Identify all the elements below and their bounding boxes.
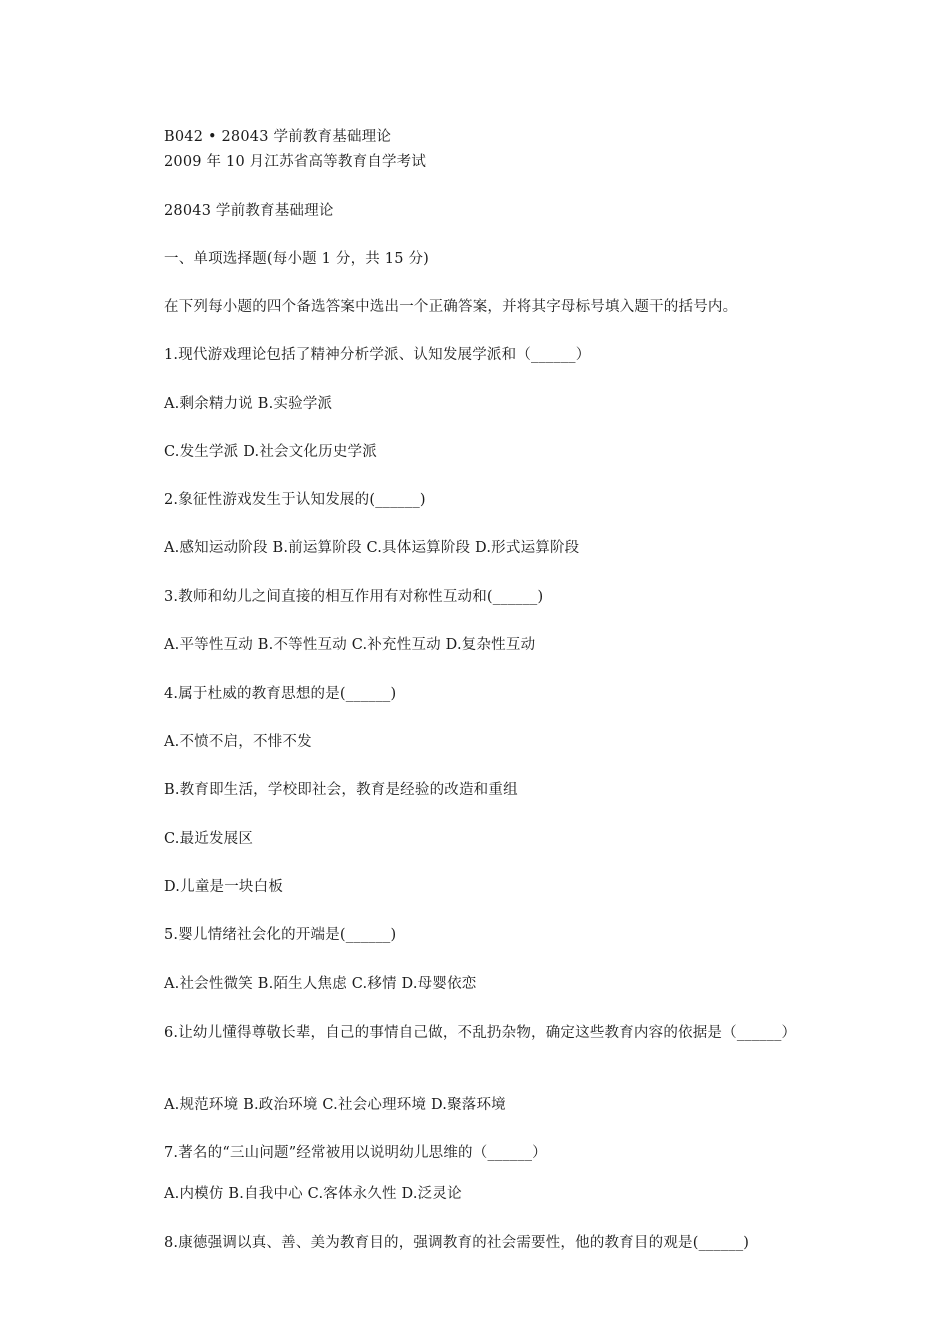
question-stem: 4.属于杜威的教育思想的是(______) <box>164 686 397 702</box>
question-option: A.平等性互动 B.不等性互动 C.补充性互动 D.复杂性互动 <box>164 637 536 653</box>
question-option: A.感知运动阶段 B.前运算阶段 C.具体运算阶段 D.形式运算阶段 <box>164 540 580 556</box>
section-title: 一、单项选择题(每小题 1 分，共 15 分) <box>164 251 430 267</box>
question-option: C.最近发展区 <box>164 831 254 847</box>
question-option: A.内模仿 B.自我中心 C.客体永久性 D.泛灵论 <box>164 1186 462 1202</box>
question-stem: 7.著名的“三山问题”经常被用以说明幼儿思维的（______） <box>164 1145 547 1161</box>
question-option: C.发生学派 D.社会文化历史学派 <box>164 444 377 460</box>
exam-title-line: 2009 年 10 月江苏省高等教育自学考试 <box>164 154 427 170</box>
question-stem: 1.现代游戏理论包括了精神分析学派、认知发展学派和（______） <box>164 347 591 363</box>
question-option: B.教育即生活，学校即社会，教育是经验的改造和重组 <box>164 782 518 798</box>
question-stem: 5.婴儿情绪社会化的开端是(______) <box>164 927 397 943</box>
subject-line: 28043 学前教育基础理论 <box>164 203 334 219</box>
question-option: A.不愤不启，不悱不发 <box>164 734 312 750</box>
question-stem: 2.象征性游戏发生于认知发展的(______) <box>164 492 426 508</box>
question-option: D.儿童是一块白板 <box>164 879 284 895</box>
question-stem: 6.让幼儿懂得尊敬长辈，自己的事情自己做，不乱扔杂物，确定这些教育内容的依据是（______） <box>164 1025 797 1041</box>
course-code-line: B042 • 28043 学前教育基础理论 <box>164 129 392 145</box>
question-stem: 3.教师和幼儿之间直接的相互作用有对称性互动和(______) <box>164 589 544 605</box>
question-stem: 8.康德强调以真、善、美为教育目的，强调教育的社会需要性，他的教育目的观是(______) <box>164 1235 750 1251</box>
question-option: A.社会性微笑 B.陌生人焦虑 C.移情 D.母婴依恋 <box>164 976 477 992</box>
question-option: A.规范环境 B.政治环境 C.社会心理环境 D.聚落环境 <box>164 1097 506 1113</box>
question-option: A.剩余精力说 B.实验学派 <box>164 396 333 412</box>
section-instruction: 在下列每小题的四个备选答案中选出一个正确答案，并将其字母标号填入题干的括号内。 <box>164 299 738 315</box>
